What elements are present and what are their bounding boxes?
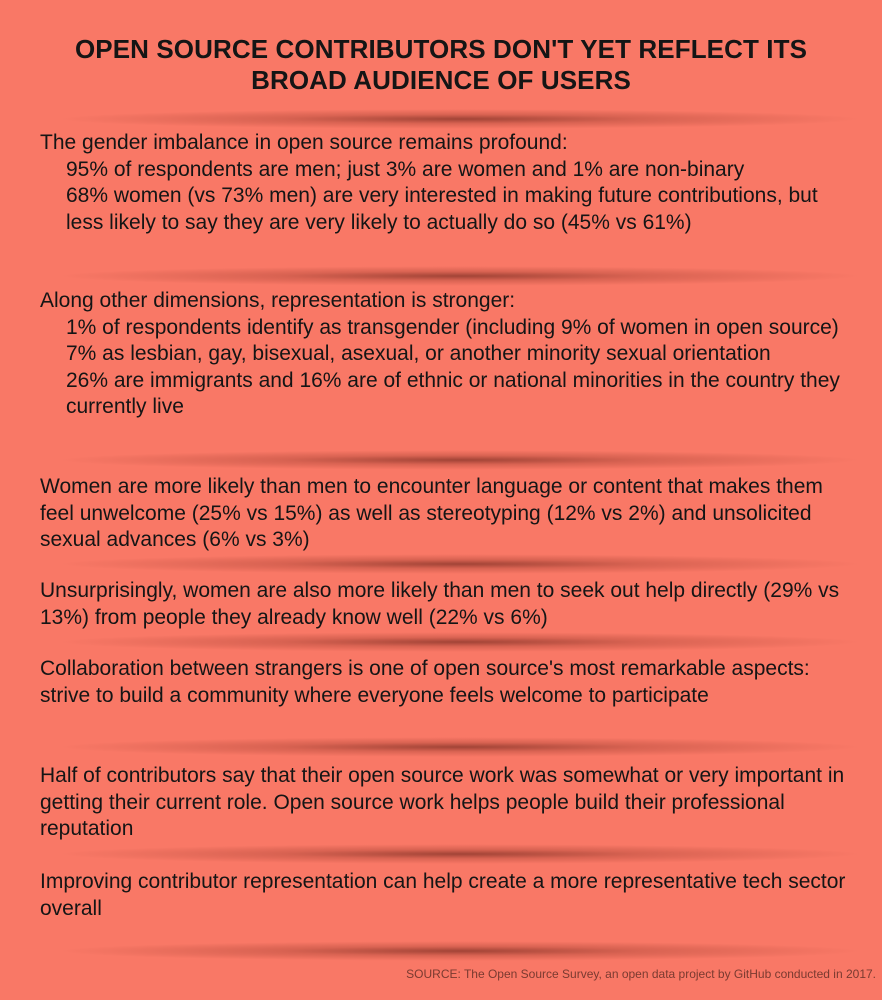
section-gender-imbalance <box>40 130 860 236</box>
section-representation <box>40 288 860 421</box>
page-title: OPEN SOURCE CONTRIBUTORS DON'T YET REFLECT ITS BROAD AUDIENCE OF USERS <box>74 34 808 95</box>
section-bullet: 68% women (vs 73% men) are very interested in making future contributions, but less likely to say they are very likely to actually do so (45% vs 61%) <box>66 184 818 234</box>
section-professional-reputation <box>40 763 860 843</box>
section-text: Collaboration between strangers is one of open source's most remarkable aspects: strive to build a community where everyone feels welcome to participate <box>40 657 810 707</box>
section-unwelcome <box>40 474 860 554</box>
section-divider <box>60 265 860 287</box>
section-divider <box>60 843 860 865</box>
section-divider <box>60 736 860 758</box>
section-divider <box>60 631 860 653</box>
section-seek-help <box>40 578 860 631</box>
section-heading: The gender imbalance in open source remains profound: <box>40 131 568 154</box>
section-text: Women are more likely than men to encounter language or content that makes them feel unwelcome (25% vs 15%) as well as stereotyping (12% vs 2%) and unsolicited sexual advances (6% vs 3%) <box>40 475 823 551</box>
section-divider <box>60 449 860 471</box>
section-text: Unsurprisingly, women are also more likely than men to seek out help directly (29% vs 13%) from people they already know well (22% vs 6%) <box>40 579 840 629</box>
source-note: SOURCE: The Open Source Survey, an open data project by GitHub conducted in 2017. <box>406 967 876 981</box>
section-text: Half of contributors say that their open source work was somewhat or very important in getting their current role. Open source work helps people build their professional reputation <box>40 764 845 840</box>
section-divider <box>60 108 860 130</box>
section-bullet: 7% as lesbian, gay, bisexual, asexual, or another minority sexual orientation <box>66 342 771 365</box>
section-divider <box>60 940 860 962</box>
section-text: Improving contributor representation can help create a more representative tech sector overall <box>40 870 846 920</box>
section-bullet: 26% are immigrants and 16% are of ethnic or national minorities in the country they currently live <box>66 368 840 418</box>
section-bullet: 1% of respondents identify as transgender (including 9% of women in open source) <box>66 315 839 339</box>
section-bullet: 95% of respondents are men; just 3% are women and 1% are non-binary <box>66 157 745 181</box>
section-heading: Along other dimensions, representation is stronger: <box>40 289 516 312</box>
section-tech-sector <box>40 869 860 922</box>
section-collaboration <box>40 656 860 709</box>
section-divider <box>60 553 860 575</box>
